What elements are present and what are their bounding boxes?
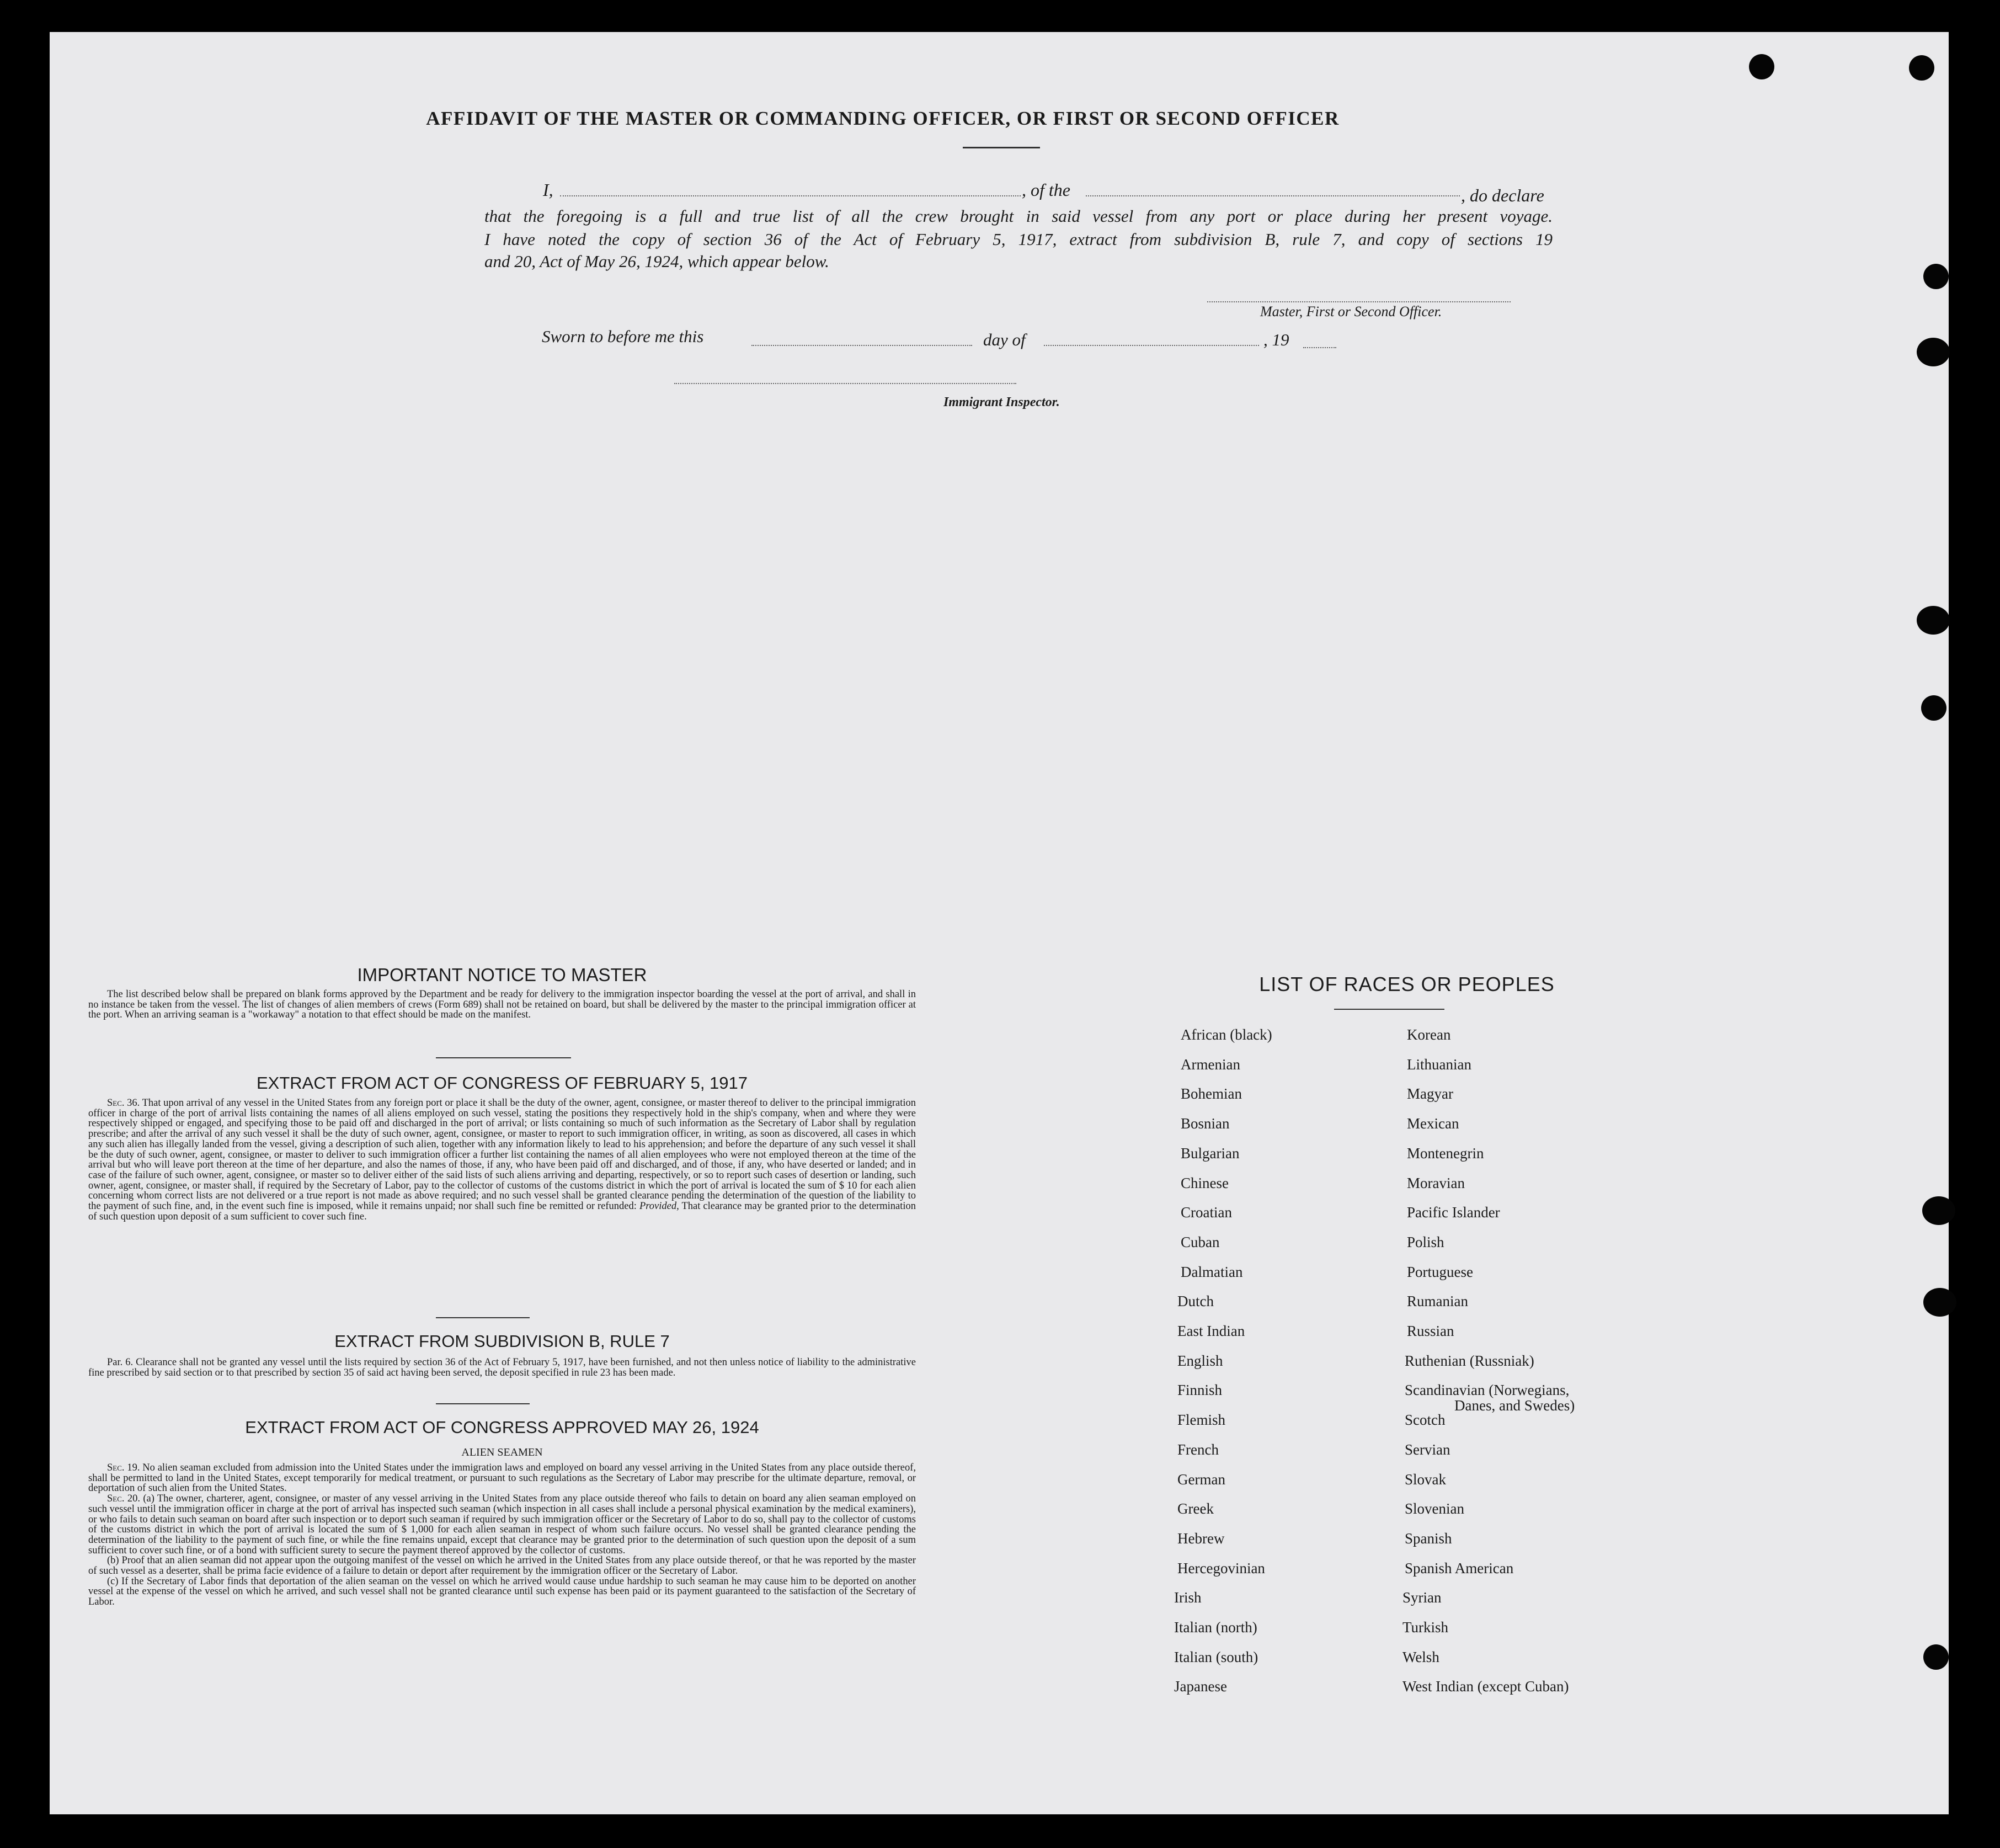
- affidavit-do-declare: , do declare: [1461, 185, 1544, 205]
- extract-1917-title: EXTRACT FROM ACT OF CONGRESS OF FEBRUARY 5, 1917: [256, 1073, 748, 1093]
- sworn-label: Sworn to before me this: [542, 327, 704, 346]
- race-item: Dutch: [1177, 1293, 1214, 1310]
- notice-divider: [436, 1057, 571, 1058]
- extract-1917-body: Sec. 36. That upon arrival of any vessel in the United States from any foreign port or place it shall be the duty of the owner, agent, consignee, or master thereof to deliver to the principal immigration officer in charge of the port of arrival lists containing the names of all aliens employed on such vessel, stating the positions they respectively hold in the ship's company, when and where they were respectively shipped or engaged, and specifying those to be paid off and discharged in the port of arrival; or lists containing so much of such information as the Secretary of Labor shall by regulation prescribe; and after the arrival of any such vessel it shall be the duty of such owner, agent, consignee, or master to report to such immigration officer, in writing, as soon as discovered, all cases in which any such alien has illegally landed from the vessel, giving a description of such alien, together with any information likely to lead to his apprehension; and before the departure of any such vessel it shall be the duty of such owner, agent, consignee, or master to deliver to such immigration officer a further list containing the names of all alien employees who were not employed thereon at the time of the arrival but who will leave port thereon at the time of her departure, and also the names of those, if any, who have been paid off and discharged, and of those, if any, who have deserted or landed; and in case of the failure of such owner, agent, consignee, or master so to deliver either of the said lists of such aliens arriving and departing, respectively, or so to report such cases of desertion or landing, such owner, agent, consignee, or master shall, if required by the Secretary of Labor, pay to the collector of customs of the customs district in which the port of arrival is located the sum of $ 10 for each alien concerning whom correct lists are not delivered or a true report is not made as above required; and no such vessel shall be granted clearance pending the determination of the question of the liability to the payment of such fine, and, in the event such fine is imposed, while it remains unpaid; nor shall such fine be remitted or refunded: Provided, That clearance may be granted prior to the determination of such question upon deposit of a sum sufficient to cover such fine.: [88, 1098, 916, 1222]
- race-item: French: [1177, 1441, 1219, 1458]
- race-item: Portuguese: [1407, 1263, 1473, 1280]
- race-item: Syrian: [1402, 1589, 1442, 1606]
- race-item: Danes, and Swedes): [1454, 1397, 1575, 1414]
- master-label: Master, First or Second Officer.: [1260, 303, 1442, 319]
- extract-1924-body: Sec. 19. No alien seaman excluded from admission into the United States under the immigration laws and employed on board any vessel arriving in the United States from any place outside thereof, shall be permitted to land in the United States, except temporarily for medical treatment, or pursuant to such regulations as the Secretary of Labor may prescribe for the ultimate departure, removal, or deportation of such alien from the United States. Sec. 20. (a) The owner, charterer, agent, consignee, or master of any vessel arriving in the United States from any place outside thereof who fails to detain on board any alien seaman employed on such vessel until the immigration officer in charge at the port of arrival has inspected such seaman (which inspection in all cases shall include a personal physical examination by the medical examiners), or who fails to detain such seaman on board after such inspection or to deport such seaman if required by such immigration officer or the Secretary of Labor to do so, shall pay to the collector of customs of the customs district in which the port of arrival is located the sum of $ 1,000 for each alien seaman in respect of whom such failure occurs. No vessel shall be granted clearance pending the determination of the liability to the payment of such fine, or while the fine remains unpaid, except that clearance may be granted prior to the determination of such question upon the deposit of a sum sufficient to cover such fine, or of a bond with sufficient surety to secure the payment thereof approved by the collector of customs. (b) Proof that an alien seaman did not appear upon the outgoing manifest of the vessel on which he arrived in the United States from any place outside thereof, or that he was reported by the master of such vessel as a deserter, shall be prima facie evidence of a failure to detain or deport after requirement by the immigration officer or the Secretary of Labor. (c) If the Secretary of Labor finds that deportation of the alien seaman on the vessel on which he arrived would cause undue hardship to such seaman he may cause him to be deported on another vessel at the expense of the vessel on which he arrived, and such vessel shall not be granted clearance until such expense has been paid or its payment guaranteed to the satisfaction of the Secretary of Labor.: [88, 1462, 916, 1608]
- affidavit-title: AFFIDAVIT OF THE MASTER OR COMMANDING OFFICER, OR FIRST OR SECOND OFFICER: [426, 108, 1340, 129]
- rule7-body: Par. 6. Clearance shall not be granted any vessel until the lists required by section 36 of the Act of February 5, 1917, have been furnished, and not then unless notice of liability to the administrative fine prescribed by said section or to that prescribed by section 35 of said act having been served, the deposit specified in rule 23 has been made.: [88, 1357, 916, 1378]
- race-item: Armenian: [1181, 1056, 1240, 1073]
- sworn-month-field[interactable]: [1044, 345, 1259, 346]
- race-item: West Indian (except Cuban): [1402, 1678, 1569, 1695]
- punch-hole: [1923, 264, 1949, 289]
- race-item: Scandinavian (Norwegians,: [1405, 1382, 1570, 1399]
- affidavit-of-the: , of the: [1022, 180, 1070, 200]
- year-label: , 19: [1263, 330, 1289, 349]
- race-item: Polish: [1407, 1233, 1444, 1250]
- affidavit-line-1: that the foregoing is a full and true list of all the crew brought in said vessel from any port or place during her present voyage.: [484, 206, 1553, 226]
- inspector-label: Immigrant Inspector.: [943, 395, 1060, 409]
- sworn-day-field[interactable]: [751, 345, 972, 346]
- race-item: Dalmatian: [1181, 1263, 1243, 1280]
- sworn-year-field[interactable]: [1303, 347, 1336, 348]
- master-signature-field[interactable]: [1207, 301, 1511, 302]
- race-item: Montenegrin: [1407, 1144, 1484, 1162]
- race-item: Italian (north): [1174, 1619, 1257, 1636]
- punch-hole: [1922, 1196, 1955, 1225]
- race-item: Welsh: [1402, 1648, 1439, 1665]
- race-item: Servian: [1405, 1441, 1450, 1458]
- race-item: Moravian: [1407, 1174, 1465, 1191]
- race-item: Slovenian: [1405, 1500, 1464, 1517]
- extract-1917-divider: [436, 1317, 530, 1318]
- race-item: Flemish: [1177, 1412, 1226, 1429]
- races-title: LIST OF RACES OR PEOPLES: [1259, 973, 1555, 995]
- race-item: Pacific Islander: [1407, 1204, 1500, 1221]
- race-item: Bosnian: [1181, 1115, 1230, 1132]
- race-item: Russian: [1407, 1323, 1454, 1339]
- race-item: Italian (south): [1174, 1648, 1258, 1665]
- race-item: Korean: [1407, 1026, 1451, 1043]
- alien-seamen-subtitle: ALIEN SEAMEN: [461, 1446, 543, 1458]
- punch-hole: [1923, 1644, 1949, 1670]
- race-item: Turkish: [1402, 1619, 1449, 1636]
- race-item: Hebrew: [1177, 1530, 1225, 1547]
- race-item: Bohemian: [1181, 1085, 1242, 1103]
- race-item: Croatian: [1181, 1204, 1232, 1221]
- punch-hole: [1921, 695, 1946, 721]
- punch-hole: [1909, 55, 1934, 81]
- race-item: English: [1177, 1352, 1223, 1369]
- race-item: East Indian: [1177, 1323, 1245, 1339]
- inspector-signature-field[interactable]: [674, 383, 1016, 384]
- race-item: Finnish: [1177, 1382, 1223, 1399]
- race-item: Mexican: [1407, 1115, 1459, 1132]
- race-item: Hercegovinian: [1177, 1559, 1265, 1577]
- punch-hole: [1923, 1288, 1956, 1317]
- notice-body: The list described below shall be prepared on blank forms approved by the Department and be ready for delivery to the immigration inspector boarding the vessel at the port of arrival, and shall in no instance be taken from the vessel. The list of changes of alien members of crews (Form 689) shall not be retained on board, but shall be delivered by the master to the principal immigration officer at the port. When an arriving seaman is a "workaway" a notation to that effect should be made on the manifest.: [88, 989, 916, 1021]
- race-item: African (black): [1181, 1026, 1272, 1043]
- race-item: Chinese: [1181, 1174, 1229, 1191]
- day-of-label: day of: [983, 330, 1026, 349]
- race-item: German: [1177, 1471, 1225, 1488]
- rule7-title: EXTRACT FROM SUBDIVISION B, RULE 7: [334, 1332, 670, 1351]
- race-item: Lithuanian: [1407, 1056, 1471, 1073]
- affidavit-line-2: I have noted the copy of section 36 of the Act of February 5, 1917, extract from subdivision B, rule 7, and copy of sections 19: [484, 230, 1553, 249]
- race-item: Spanish American: [1405, 1559, 1514, 1577]
- sheet-edge: [1949, 32, 1982, 1814]
- race-item: Rumanian: [1407, 1293, 1468, 1310]
- races-divider: [1334, 1009, 1444, 1010]
- affidavit-line-3: and 20, Act of May 26, 1924, which appear below.: [484, 252, 829, 271]
- race-item: Scotch: [1405, 1412, 1446, 1429]
- race-item: Japanese: [1174, 1678, 1227, 1695]
- punch-hole: [1917, 606, 1950, 635]
- declarant-name-field[interactable]: [560, 195, 1021, 196]
- punch-hole: [1749, 54, 1774, 79]
- notice-title: IMPORTANT NOTICE TO MASTER: [357, 965, 647, 985]
- race-item: Ruthenian (Russniak): [1405, 1352, 1534, 1369]
- race-item: Cuban: [1181, 1233, 1220, 1250]
- race-item: Slovak: [1405, 1471, 1447, 1488]
- affidavit-i: I,: [543, 180, 553, 200]
- race-item: Greek: [1177, 1500, 1214, 1517]
- race-item: Bulgarian: [1181, 1144, 1240, 1162]
- extract-1924-title: EXTRACT FROM ACT OF CONGRESS APPROVED MAY 26, 1924: [245, 1418, 759, 1437]
- vessel-name-field[interactable]: [1086, 195, 1460, 196]
- race-item: Magyar: [1407, 1085, 1453, 1103]
- punch-hole: [1917, 338, 1950, 366]
- race-item: Spanish: [1405, 1530, 1452, 1547]
- title-divider: [963, 147, 1040, 148]
- race-item: Irish: [1174, 1589, 1202, 1606]
- rule7-divider: [436, 1403, 530, 1404]
